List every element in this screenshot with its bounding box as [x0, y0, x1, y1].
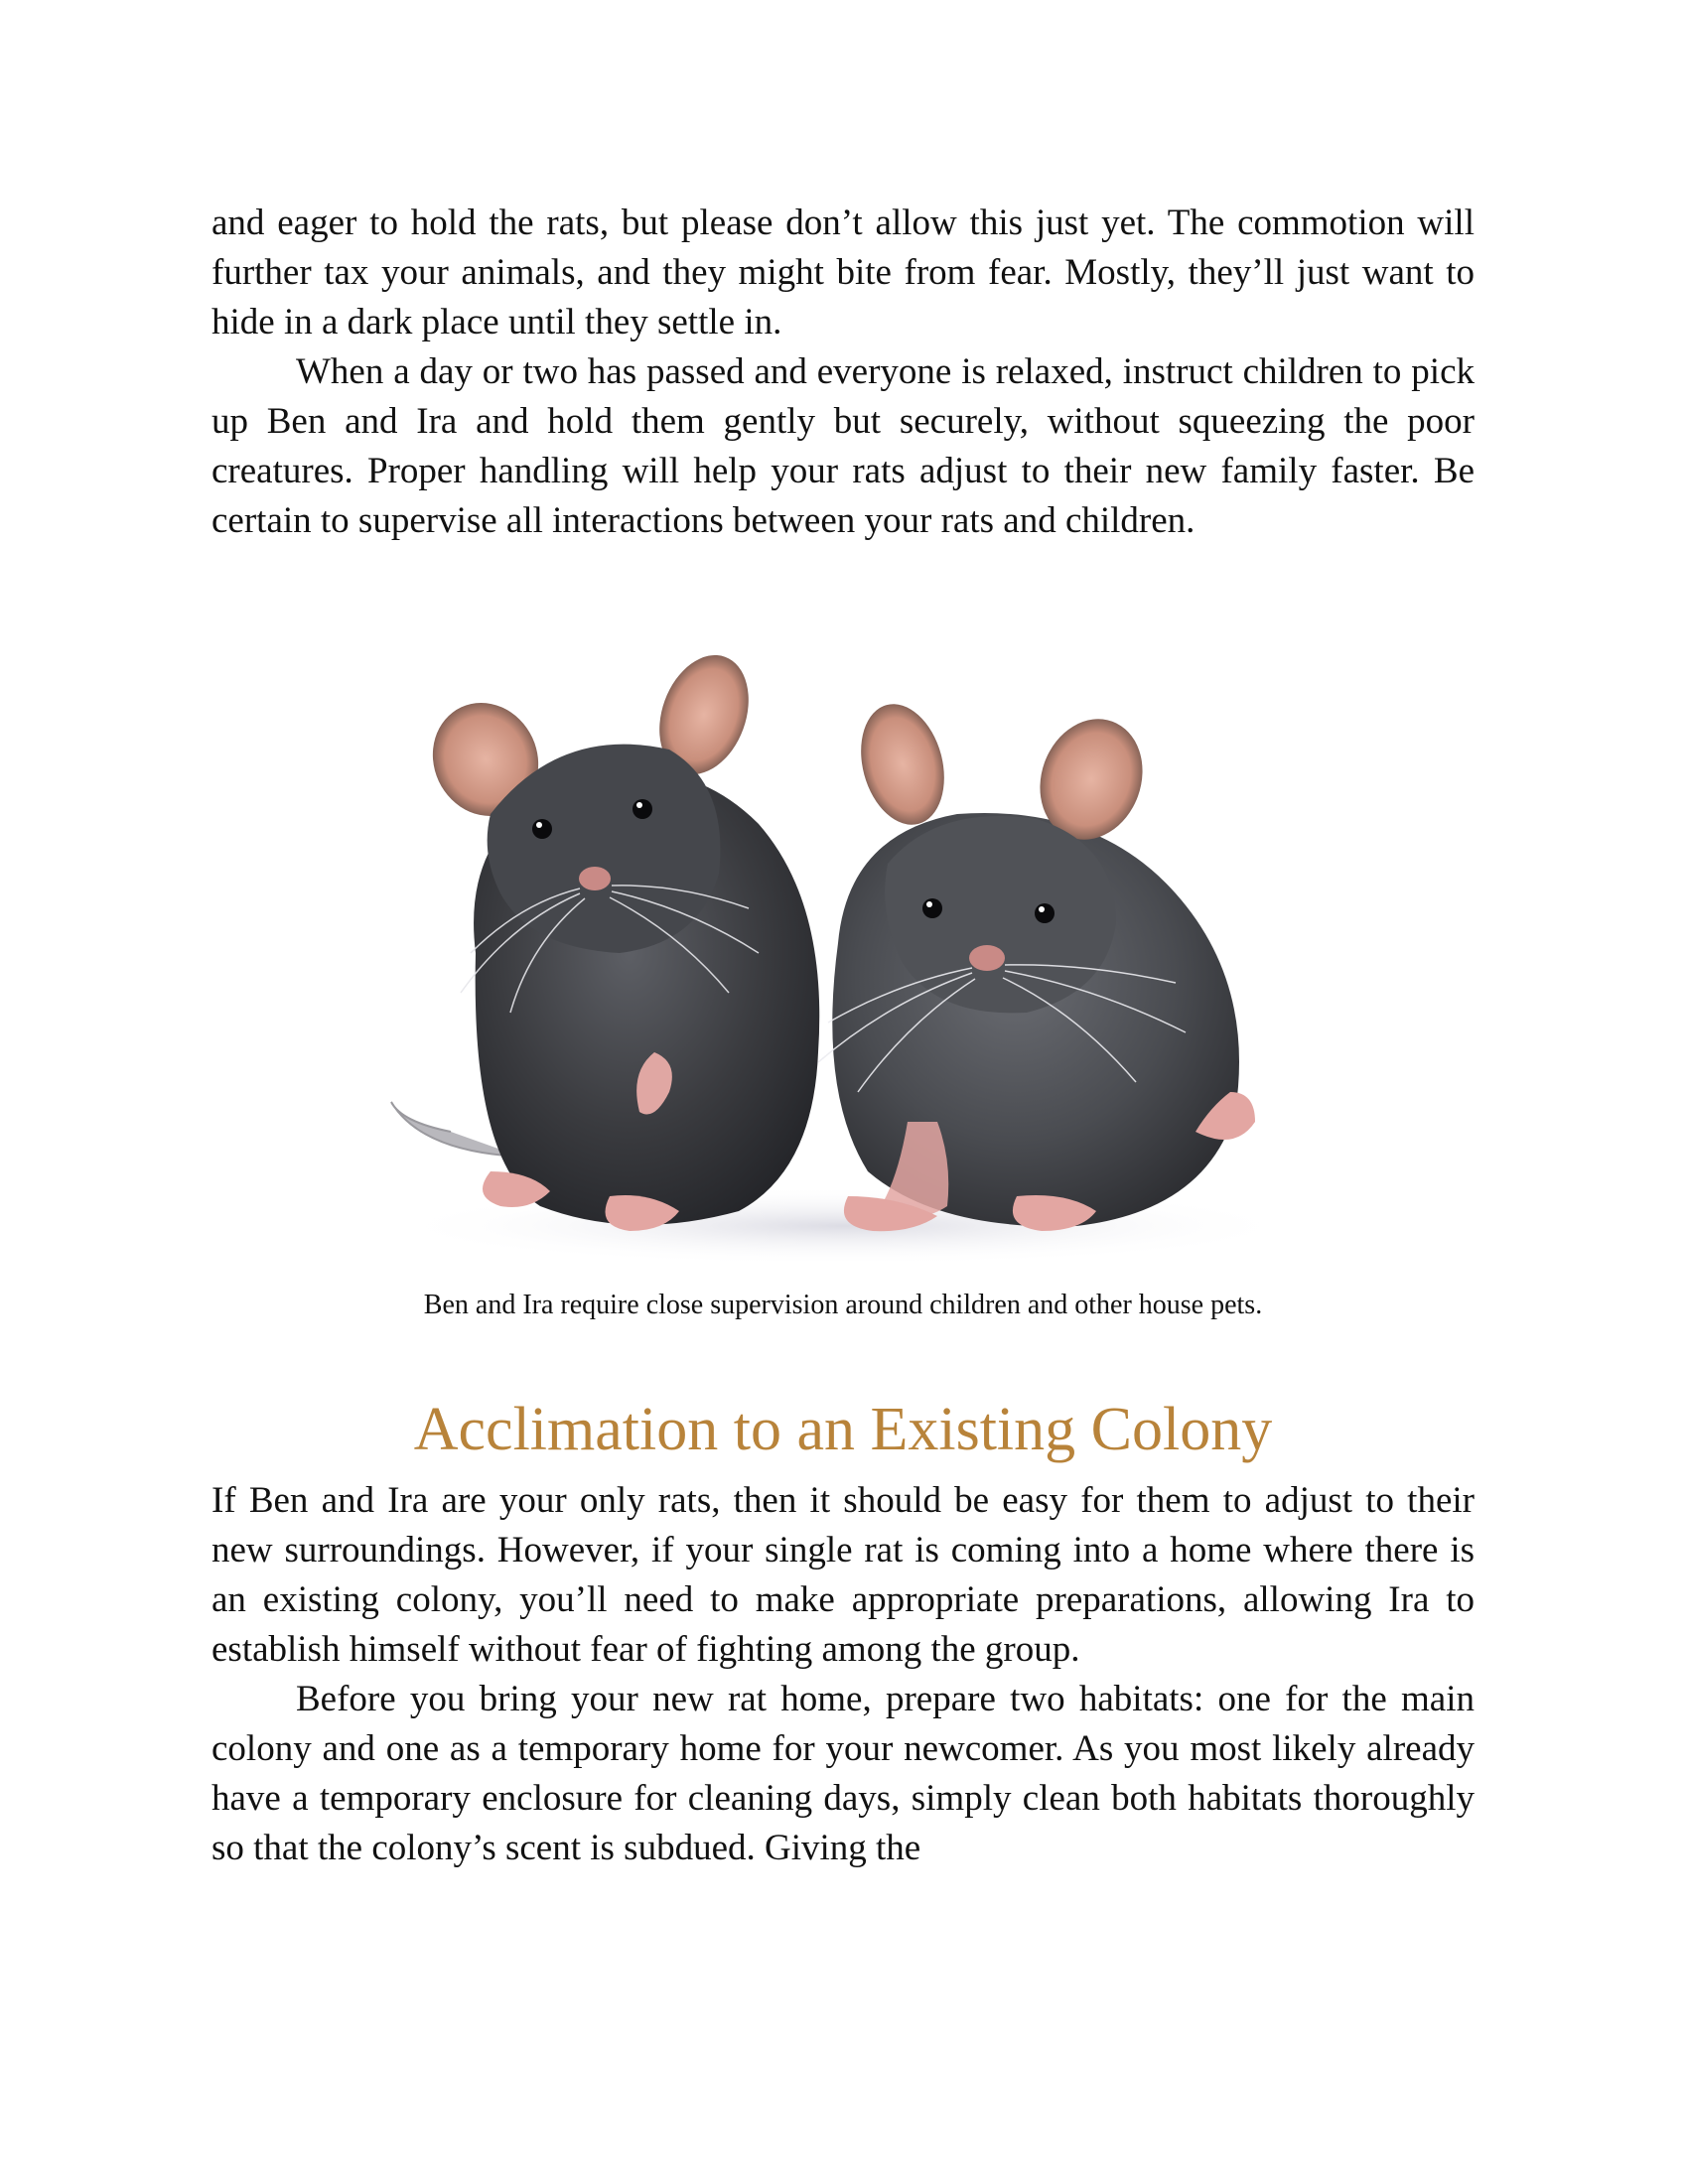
rat-right-ear-left	[848, 695, 956, 834]
rat-left-nose	[579, 867, 611, 890]
rats-illustration	[381, 655, 1305, 1261]
photo-caption: Ben and Ira require close supervision around children and other house pets.	[423, 1290, 1263, 1320]
rat-left-eye-left	[532, 819, 552, 839]
rat-left-eye-right	[633, 799, 652, 819]
section-heading: Acclimation to an Existing Colony	[413, 1396, 1273, 1463]
paragraph-continued: and eager to hold the rats, but please don’t allow this just yet. The commotion will further tax your animals, and they might bite from fear. Mostly, they’ll just want to hide in a dark place until they settle in.	[211, 203, 1475, 342]
rat-right-eye-right	[1035, 903, 1055, 923]
rat-left	[391, 655, 819, 1231]
rat-right-nose	[969, 945, 1005, 971]
paragraph-handling: When a day or two has passed and everyone is relaxed, instruct children to pick up Ben and Ira and hold them gently but securely, without squeezing the poor creatures. Proper handling will help your rats adjust to their new family faster. Be certain to supervise all interactions between your rats and children.	[211, 351, 1475, 541]
rat-right	[818, 695, 1255, 1231]
paragraph-existing-colony: If Ben and Ira are your only rats, then it should be easy for them to adjust to their new surroundings. However, if your single rat is coming into a home where there is an existing colony, you’ll need to make appropriate preparations, allowing Ira to establish himself without fear of fighting among the group.	[211, 1480, 1475, 1670]
rat-right-eye-left	[922, 898, 942, 918]
paragraph-two-habitats: Before you bring your new rat home, prepare two habitats: one for the main colony and one as a temporary home for your newcomer. As you most likely already have a temporary enclosure for cleaning days, simply clean both habitats thoroughly so that the colony’s scent is subdued. Giving the	[211, 1679, 1475, 1868]
body-text-bottom	[211, 1476, 1475, 1873]
rats-photo	[381, 655, 1305, 1261]
body-text-top	[211, 199, 1475, 546]
